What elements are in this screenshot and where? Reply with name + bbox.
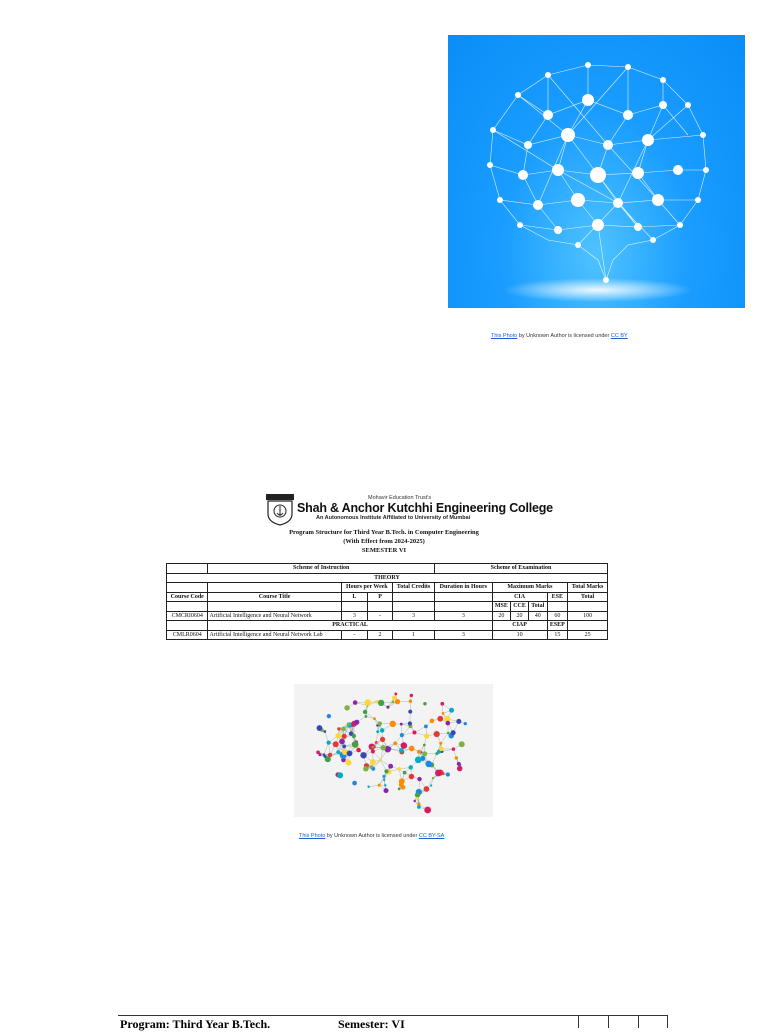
duration: 3	[434, 611, 492, 621]
effect-year: (With Effect from 2024-2025)	[0, 538, 768, 545]
program-structure-title: Program Structure for Third Year B.Tech. in Computer Engineering	[0, 529, 768, 536]
duration: 3	[434, 630, 492, 640]
total-marks: 25	[568, 630, 608, 640]
photo-link[interactable]: This Photo	[491, 333, 517, 339]
ciap-header: CIAP	[492, 621, 547, 631]
colorful-brain-image	[294, 684, 493, 817]
credits: 3	[393, 611, 435, 621]
cia-total-header: Total	[529, 602, 547, 612]
table-row	[167, 630, 608, 640]
credits: 1	[393, 630, 435, 640]
brain-dots-graphic	[294, 684, 493, 817]
total-header: Total	[568, 592, 608, 602]
ese-header: ESE	[547, 592, 568, 602]
scheme-examination-header: Scheme of Examination	[434, 564, 607, 574]
caption-text: by Unknown Author is licensed under	[517, 333, 611, 339]
course-code: CMCRI0604	[167, 611, 208, 621]
esep-header: ESEP	[547, 621, 568, 631]
cia-total: 40	[529, 611, 547, 621]
course-title-header: Course Title	[208, 592, 341, 602]
lecture-hours: 3	[341, 611, 367, 621]
license-link[interactable]: CC BY	[611, 333, 628, 339]
cce-marks: 20	[511, 611, 529, 621]
l-header: L	[341, 592, 367, 602]
mse-marks: 20	[492, 611, 510, 621]
semester-label: Semester: VI	[338, 1017, 405, 1032]
practical-hours: 2	[368, 630, 393, 640]
esep-marks: 15	[547, 630, 568, 640]
hours-per-week-header: Hours per Week	[341, 583, 392, 593]
next-page-table-top	[118, 1015, 668, 1028]
total-credits-header: Total Credits	[393, 583, 435, 593]
course-title: Artificial Intelligence and Neural Network	[208, 611, 341, 621]
theory-header: THEORY	[167, 573, 608, 583]
top-image-caption	[491, 333, 628, 339]
scheme-instruction-header: Scheme of Instruction	[208, 564, 434, 574]
license-link[interactable]: CC BY-SA	[419, 833, 444, 839]
program-label: Program: Third Year B.Tech.	[120, 1017, 270, 1032]
college-name: Shah & Anchor Kutchhi Engineering College	[297, 501, 553, 515]
duration-header: Duration in Hours	[434, 583, 492, 593]
scheme-table	[166, 563, 608, 640]
table-row	[167, 611, 608, 621]
p-header: P	[368, 592, 393, 602]
total-marks-header: Total Marks	[568, 583, 608, 593]
photo-link[interactable]: This Photo	[299, 833, 325, 839]
practical-header: PRACTICAL	[208, 621, 492, 631]
practical-hours: -	[368, 611, 393, 621]
second-image-caption	[299, 833, 444, 839]
course-title: Artificial Intelligence and Neural Network Lab	[208, 630, 341, 640]
maximum-marks-header: Maximum Marks	[492, 583, 567, 593]
college-logo	[265, 492, 295, 526]
brain-network-graphic	[448, 35, 745, 308]
cia-header: CIA	[492, 592, 547, 602]
lecture-hours: -	[341, 630, 367, 640]
caption-text: by Unknown Author is licensed under	[325, 833, 419, 839]
course-code-header: Course Code	[167, 592, 208, 602]
cce-header: CCE	[511, 602, 529, 612]
total-marks: 100	[568, 611, 608, 621]
trust-name: Mohavir Education Trust's	[368, 495, 431, 501]
neural-brain-image	[448, 35, 745, 308]
semester-heading: SEMESTER VI	[0, 547, 768, 554]
ciap-marks: 10	[492, 630, 547, 640]
mse-header: MSE	[492, 602, 510, 612]
college-affiliation: An Autonomous Institute Affiliated to University of Mumbai	[316, 515, 470, 521]
course-code: CMLR0604	[167, 630, 208, 640]
ese-marks: 60	[547, 611, 568, 621]
